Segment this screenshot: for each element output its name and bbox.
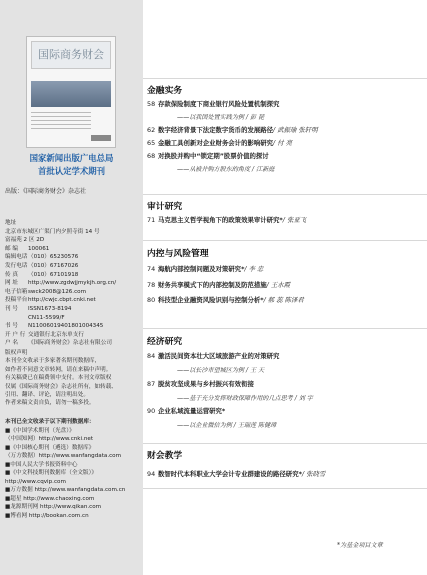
article-title: 存款保险制度下商业银行风险处置机制探究 bbox=[158, 100, 280, 108]
journal-cover-image bbox=[26, 36, 116, 148]
article-title: 脱贫攻坚成果与乡村振兴有效衔接 bbox=[158, 380, 254, 388]
article-title: 数字经济背景下法定数字货币的发展路径 bbox=[158, 126, 274, 134]
index-line: ■《中文科技期刊数据库（全文版）》 bbox=[5, 470, 97, 476]
meta-value: N11006019401801004345 bbox=[28, 323, 104, 330]
meta-row bbox=[5, 253, 139, 262]
page-number: 94 bbox=[147, 470, 156, 478]
article-subtitle: ——以我国处置实践为例 / 彭 琵 bbox=[177, 114, 265, 121]
toc-entry[interactable] bbox=[147, 139, 423, 148]
copyright-notice bbox=[5, 349, 138, 408]
section-title-economics: 经济研究 bbox=[147, 337, 183, 347]
index-line: http://www.cqvip.com bbox=[5, 478, 66, 485]
meta-label: 投稿平台 bbox=[5, 297, 28, 304]
article-author: / 武振瑜 张轩明 bbox=[273, 126, 318, 134]
section-divider bbox=[143, 443, 427, 444]
article-subtitle: ——以长沙市望城区为例 / 王 天 bbox=[177, 367, 265, 374]
copyright-line: 作者来稿文责自负，请勿一稿多投。 bbox=[5, 400, 95, 407]
page-number: 84 bbox=[147, 352, 156, 360]
publisher-line: 出版：《国际商务财会》杂志社 bbox=[5, 188, 87, 195]
page-number: 78 bbox=[147, 281, 156, 289]
article-title: 对换股并购中“锁定期”股票价值的探讨 bbox=[158, 152, 269, 160]
page-number: 62 bbox=[147, 126, 156, 134]
toc-entry[interactable] bbox=[147, 126, 423, 135]
meta-row bbox=[5, 305, 139, 314]
article-title: 海航内部控制问题及对策研究* bbox=[158, 265, 245, 273]
meta-value[interactable]: http://www.zgdwjjmykjh.org.cn/ bbox=[28, 280, 117, 287]
meta-value: ISSN1673-8194 bbox=[28, 305, 72, 312]
index-line: ■龙源期刊网 http://www.qikan.com bbox=[5, 504, 102, 510]
toc-entry[interactable] bbox=[147, 216, 423, 225]
copyright-title: 版权声明 bbox=[5, 350, 28, 356]
toc-entry[interactable] bbox=[147, 470, 423, 479]
article-title: 马克思主义哲学视角下的政策效果审计研究* bbox=[158, 216, 283, 224]
bureau-line-1: 国家新闻出版广电总局 bbox=[29, 153, 114, 163]
cover-tag bbox=[91, 135, 111, 141]
section-title-finance: 金融实务 bbox=[147, 86, 183, 96]
journal-meta bbox=[5, 219, 139, 348]
meta-row bbox=[5, 331, 139, 340]
meta-value: 100061 bbox=[28, 245, 50, 252]
page-number: 68 bbox=[147, 152, 156, 160]
toc-entry[interactable] bbox=[147, 407, 423, 416]
meta-label: 开 户 行 bbox=[5, 331, 26, 338]
meta-value[interactable]: http://cwjc.cbpt.cnki.net bbox=[28, 297, 96, 304]
article-title: 金融工具创新对企业财务会计的影响研究 bbox=[158, 139, 274, 147]
meta-row bbox=[5, 236, 139, 245]
toc-entry[interactable] bbox=[147, 380, 423, 389]
index-line: ■博看网 http://bookan.com.cn bbox=[5, 512, 89, 519]
cover-text-lines bbox=[31, 112, 91, 132]
meta-row bbox=[5, 288, 139, 297]
copyright-line: 本刊全文收录于多家著名期刊数据库， bbox=[5, 358, 101, 365]
meta-label: 编辑电话 bbox=[5, 254, 28, 261]
page-number: 71 bbox=[147, 216, 156, 224]
copyright-line: 有关稿费已在稿费领中支付。本刊文章版权 bbox=[5, 375, 112, 382]
article-author: / 张亚飞 bbox=[282, 216, 307, 224]
article-author: / 郝 蕊 陈泽君 bbox=[263, 296, 304, 304]
article-title: 激活民间资本壮大区域旅游产业的对策研究 bbox=[158, 352, 280, 360]
meta-value: （010）67167026 bbox=[28, 262, 79, 269]
page-number: 58 bbox=[147, 100, 156, 108]
copyright-line: 仅属《国际商务财会》杂志社所有，如转载、 bbox=[5, 383, 117, 390]
meta-value: 交通银行北京东单支行 bbox=[28, 331, 84, 338]
toc-entry[interactable] bbox=[147, 265, 423, 274]
meta-value: CN11-5599/F bbox=[28, 314, 65, 321]
cover-logo: 国际商务财会 bbox=[31, 41, 111, 69]
meta-row bbox=[5, 262, 139, 271]
meta-row bbox=[5, 219, 139, 228]
section-divider bbox=[143, 194, 427, 195]
meta-label: 刊 号 bbox=[5, 305, 18, 312]
meta-value: 北京市东城区广渠门内夕照寺街 14 号 bbox=[5, 228, 100, 235]
page-number: 74 bbox=[147, 265, 156, 273]
article-title: 财务共享模式下的内部控制及防范措施 bbox=[158, 281, 267, 289]
meta-row bbox=[5, 314, 139, 323]
toc-entry[interactable] bbox=[147, 352, 423, 361]
section-title-accounting-education: 财会教学 bbox=[147, 451, 183, 461]
cover-photo bbox=[31, 81, 111, 107]
meta-row bbox=[5, 279, 139, 288]
article-subtitle: ——基于充分发挥财政保障作用的几点思考 / 刘 宇 bbox=[177, 395, 313, 402]
toc-entry[interactable] bbox=[147, 296, 423, 305]
article-subtitle: ——从被并购方股东的角度 / 江新庭 bbox=[177, 166, 275, 173]
meta-value: （010）65230576 bbox=[28, 254, 79, 261]
index-line: ■万方数据 http://www.wanfangdata.com.cn bbox=[5, 487, 126, 493]
meta-value: （010）67101918 bbox=[28, 271, 79, 278]
meta-label: 传 真 bbox=[5, 271, 18, 278]
meta-value[interactable]: swck2008@126.com bbox=[28, 288, 87, 295]
section-title-audit: 审计研究 bbox=[147, 202, 183, 212]
page-number: 90 bbox=[147, 407, 156, 415]
article-author: / 付 亮 bbox=[273, 139, 293, 147]
meta-row bbox=[5, 339, 139, 348]
article-author: / 李 忠 bbox=[244, 265, 264, 273]
toc-entry[interactable] bbox=[147, 152, 423, 161]
index-line: ■超星 http://www.chaoxing.com bbox=[5, 495, 95, 502]
index-line: ■《中国核心期刊（遴选）数据库》 bbox=[5, 444, 95, 451]
article-author: / 张晓雪 bbox=[301, 470, 326, 478]
meta-label: 电子信箱 bbox=[5, 288, 28, 295]
article-author: / 王水霞 bbox=[266, 281, 290, 289]
page-number: 87 bbox=[147, 380, 156, 388]
section-divider bbox=[143, 78, 427, 79]
article-title: 科技型企业融资风险识别与控制分析* bbox=[158, 296, 264, 304]
meta-row bbox=[5, 228, 139, 237]
page-number: 65 bbox=[147, 139, 156, 147]
meta-label bbox=[5, 314, 28, 323]
meta-label: 地址 bbox=[5, 220, 17, 226]
index-line: ■中国人民大学书报资料中心 bbox=[5, 461, 78, 468]
section-divider bbox=[143, 240, 427, 241]
meta-value: 富福苑 2 区 2D bbox=[5, 237, 45, 244]
section-divider bbox=[143, 488, 427, 489]
bureau-line-2: 首批认定学术期刊 bbox=[38, 166, 105, 176]
meta-row bbox=[5, 245, 139, 254]
meta-label: 邮 编 bbox=[5, 245, 18, 252]
index-line: （中国知网）http://www.cnki.net bbox=[5, 436, 94, 442]
toc-entry[interactable] bbox=[147, 281, 423, 290]
page-number: 80 bbox=[147, 296, 156, 304]
meta-row bbox=[5, 271, 139, 280]
meta-row bbox=[5, 322, 139, 331]
meta-label: 户 名 bbox=[5, 340, 18, 347]
article-title: 数智时代本科职业大学会计专业群建设的路径研究* bbox=[158, 470, 302, 478]
toc-entry[interactable] bbox=[147, 100, 423, 109]
index-line: ■《中国学术期刊（光盘）》 bbox=[5, 427, 75, 434]
section-title-internal-control: 内控与风险管理 bbox=[147, 249, 209, 259]
article-title: 企业私域流量运营研究* bbox=[158, 407, 226, 415]
meta-value: 《国际商务财会》杂志社有限公司 bbox=[28, 340, 112, 347]
database-index bbox=[5, 418, 140, 520]
index-line: （万方数据）http://www.wanfangdata.com bbox=[5, 453, 122, 459]
section-divider bbox=[143, 328, 427, 329]
copyright-line: 引用、翻译、评论，请注明出处。 bbox=[5, 392, 89, 399]
meta-label: 书 号 bbox=[5, 323, 18, 330]
article-subtitle: ——以企业微信为例 / 王瑞莲 陈健璋 bbox=[177, 422, 277, 429]
meta-label: 网 址 bbox=[5, 280, 18, 287]
meta-row bbox=[5, 296, 139, 305]
footnote: *为基金项目文章 bbox=[337, 542, 383, 549]
meta-label: 发行电话 bbox=[5, 262, 28, 269]
copyright-line: 如作者不同意文章转网，请在来稿中声明。 bbox=[5, 366, 112, 373]
index-title: 本刊已全文收录于以下期刊数据库： bbox=[5, 419, 95, 425]
